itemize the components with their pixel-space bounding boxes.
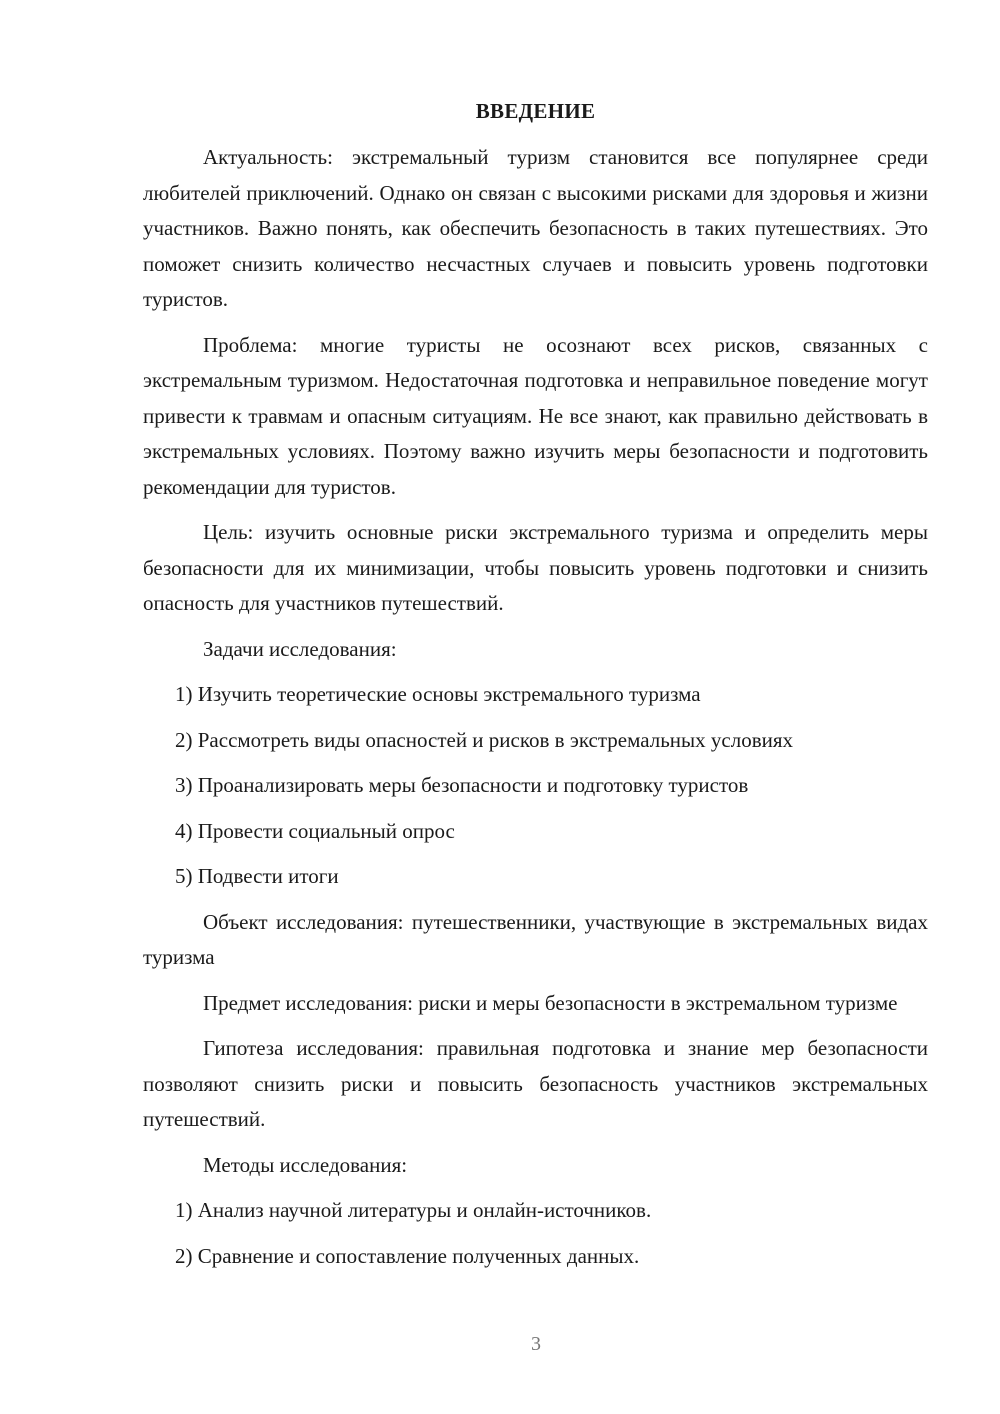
list-item: 1) Анализ научной литературы и онлайн-источников.	[175, 1198, 652, 1222]
paragraph-object: Объект исследования: путешественники, участвующие в экстремальных видах туризма	[143, 909, 928, 969]
page-number: 3	[531, 1333, 541, 1355]
list-item: 2) Сравнение и сопоставление полученных данных.	[175, 1243, 640, 1268]
tasks-title: Задачи исследования:	[203, 636, 397, 661]
tasks-list	[143, 677, 928, 895]
document-page	[143, 96, 928, 1284]
paragraph-problem: Проблема: многие туристы не осознают всех рисков, связанных с экстремальным туризмом. Недостаточная подготовка и неправильное поведение могут привести к травмам и опасным ситуациям. Не все знают, как правильно действовать в экстремальных условиях. Поэтому важно изучить меры безопасности и подготовить рекомендации для туристов.	[143, 332, 928, 499]
methods-list	[143, 1193, 928, 1274]
list-item: 1) Изучить теоретические основы экстремального туризма	[175, 682, 701, 706]
list-item: 3) Проанализировать меры безопасности и подготовку туристов	[175, 773, 749, 797]
section-heading: ВВЕДЕНИЕ	[475, 99, 596, 123]
list-item: 4) Провести социальный опрос	[175, 818, 455, 843]
paragraph-hypothesis: Гипотеза исследования: правильная подготовка и знание мер безопасности позволяют снизить риски и повысить безопасность участников экстремальных путешествий.	[143, 1036, 928, 1131]
paragraph-relevance: Актуальность: экстремальный туризм становится все популярнее среди любителей приключений. Однако он связан с высокими рисками для здоровья и жизни участников. Важно понять, как обеспечить безопасность в таких путешествиях. Это поможет снизить количество несчастных случаев и повысить уровень подготовки туристов.	[143, 145, 928, 311]
paragraph-subject: Предмет исследования: риски и меры безопасности в экстремальном туризме	[203, 990, 898, 1015]
list-item: 2) Рассмотреть виды опасностей и рисков в экстремальных условиях	[175, 727, 794, 752]
methods-title: Методы исследования:	[203, 1152, 408, 1177]
paragraph-goal: Цель: изучить основные риски экстремального туризма и определить меры безопасности для их минимизации, чтобы повысить уровень подготовки и снизить опасность для участников путешествий.	[143, 520, 928, 615]
list-item: 5) Подвести итоги	[175, 864, 339, 888]
